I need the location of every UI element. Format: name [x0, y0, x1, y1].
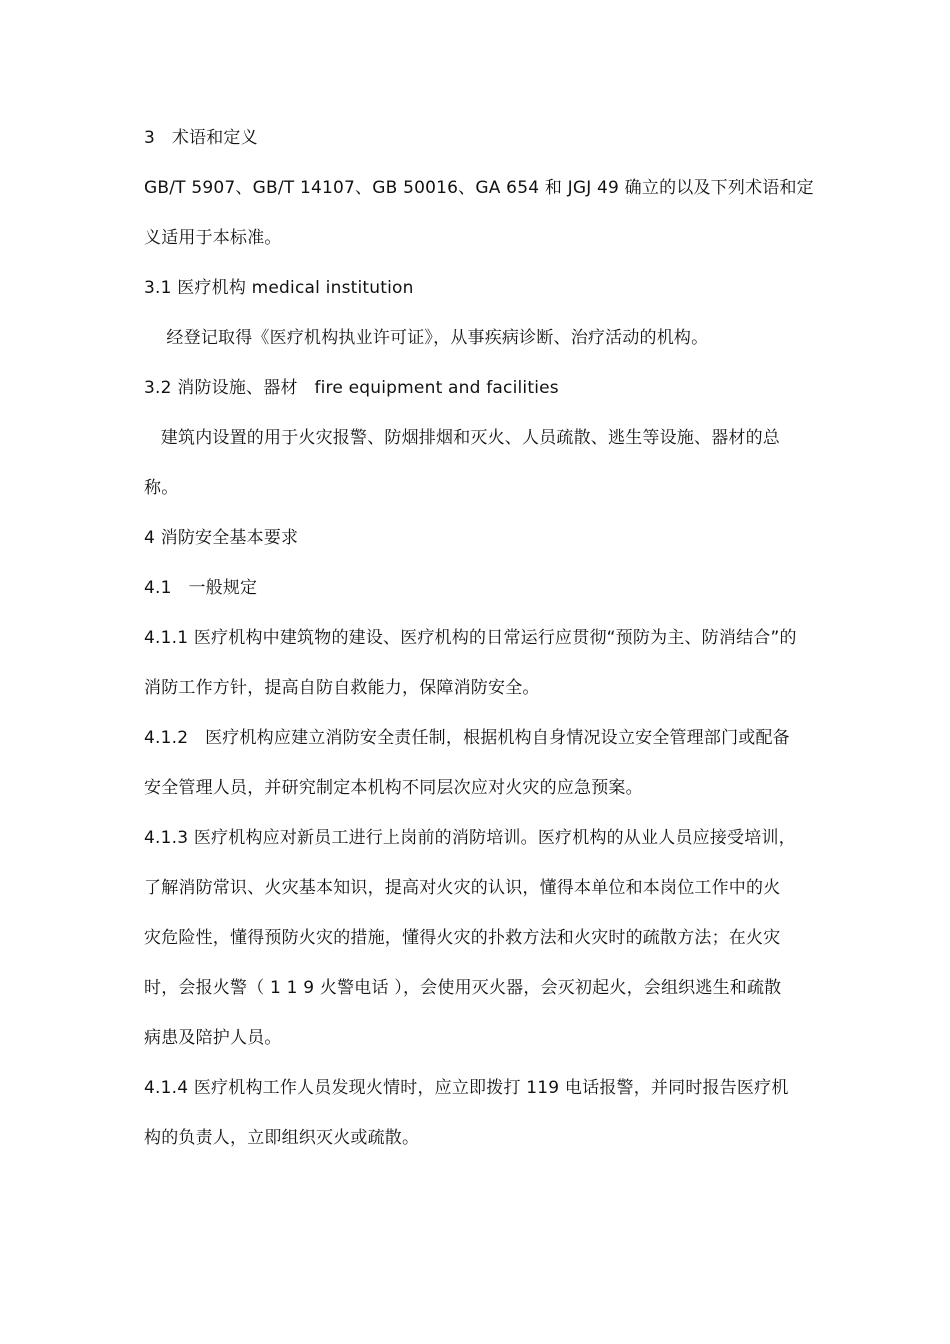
clause-4-1-1-line: 4.1.1 医疗机构中建筑物的建设、医疗机构的日常运行应贯彻“预防为主、防消结合”的 [144, 628, 797, 648]
paragraph-line: 义适用于本标准。 [144, 228, 282, 248]
term-heading-3-2: 3.2 消防设施、器材 fire equipment and facilities [144, 378, 559, 398]
paragraph-line: 安全管理人员，并研究制定本机构不同层次应对火灾的应急预案。 [144, 778, 643, 798]
paragraph-line: 称。 [144, 478, 179, 498]
paragraph-line: 了解消防常识、火灾基本知识，提高对火灾的认识，懂得本单位和本岗位工作中的火 [144, 878, 781, 898]
paragraph-line: 建筑内设置的用于火灾报警、防烟排烟和灭火、人员疏散、逃生等设施、器材的总 [144, 428, 781, 448]
paragraph-line: 经登记取得《医疗机构执业许可证》，从事疾病诊断、治疗活动的机构。 [144, 328, 709, 348]
paragraph-line: GB/T 5907、GB/T 14107、GB 50016、GA 654 和 JGJ 49 确立的以及下列术语和定 [144, 178, 814, 198]
section-heading-3: 3 术语和定义 [144, 128, 258, 148]
section-heading-4: 4 消防安全基本要求 [144, 528, 299, 548]
clause-4-1-4-line: 4.1.4 医疗机构工作人员发现火情时，应立即拨打 119 电话报警，并同时报告医疗机 [144, 1078, 789, 1098]
paragraph-line: 病患及陪护人员。 [144, 1028, 282, 1048]
subsection-heading-4-1: 4.1 一般规定 [144, 578, 258, 598]
paragraph-line: 灾危险性，懂得预防火灾的措施，懂得火灾的扑救方法和火灾时的疏散方法；在火灾 [144, 928, 781, 948]
term-heading-3-1: 3.1 医疗机构 medical institution [144, 278, 414, 298]
clause-4-1-2-line: 4.1.2 医疗机构应建立消防安全责任制，根据机构自身情况设立安全管理部门或配备 [144, 728, 790, 748]
clause-4-1-3-line: 4.1.3 医疗机构应对新员工进行上岗前的消防培训。医疗机构的从业人员应接受培训， [144, 828, 796, 848]
paragraph-line: 构的负责人，立即组织灭火或疏散。 [144, 1128, 420, 1148]
paragraph-line: 消防工作方针，提高自防自救能力，保障消防安全。 [144, 678, 540, 698]
paragraph-line: 时，会报火警（ 1 1 9 火警电话 ），会使用灭火器，会灭初起火，会组织逃生和疏散 [144, 978, 782, 998]
